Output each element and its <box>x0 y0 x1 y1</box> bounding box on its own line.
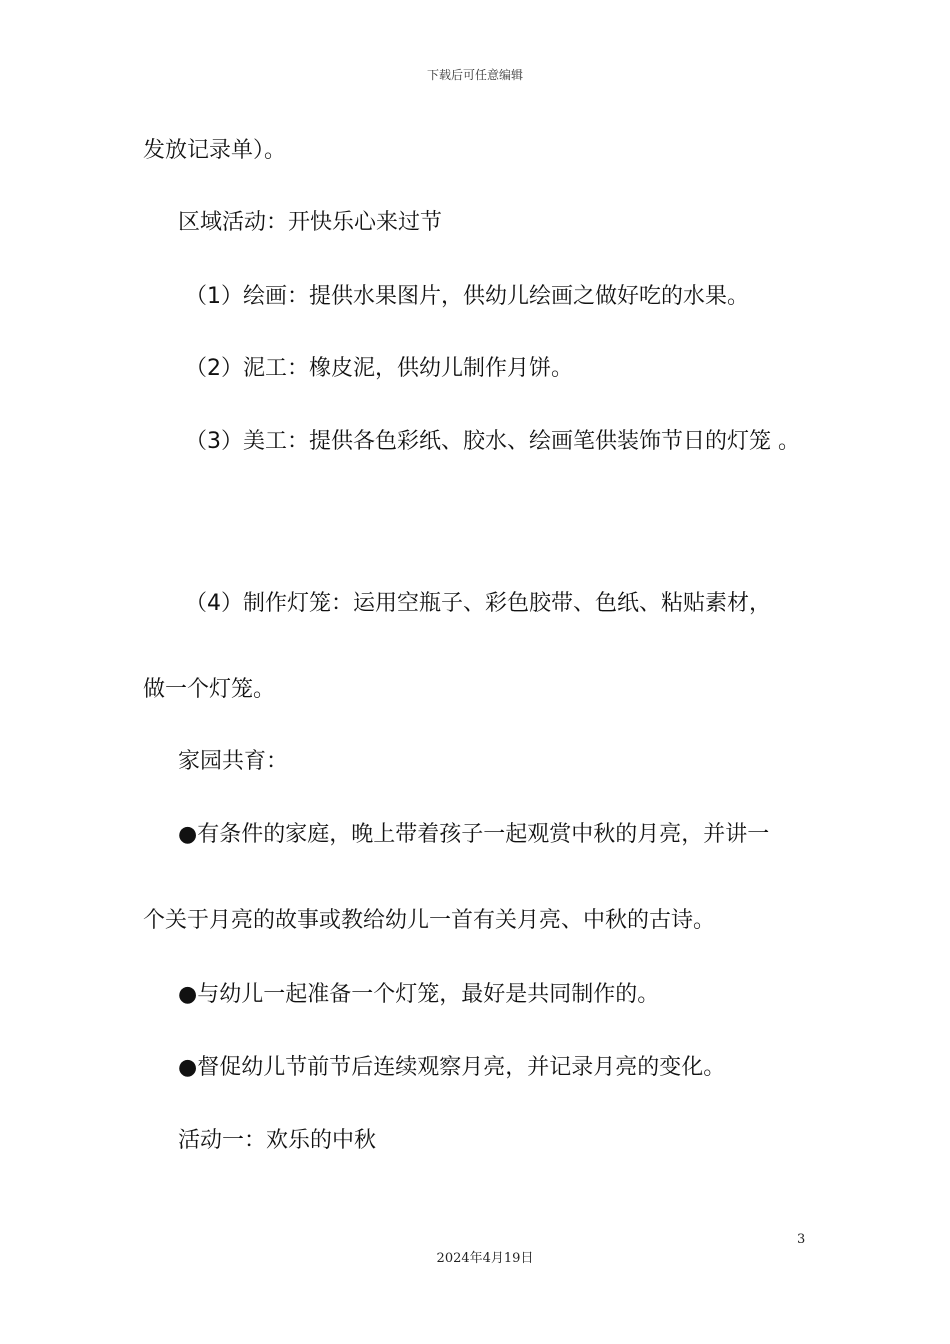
section-heading-area-activities: 区域活动：开快乐心来过节 <box>178 210 443 235</box>
list-item-lantern: （4）制作灯笼：运用空瓶子、彩色胶带、色纸、粘贴素材， <box>185 591 771 616</box>
list-item-clay: （2）泥工：橡皮泥，供幼儿制作月饼。 <box>185 356 573 381</box>
list-item-lantern-continued: 做一个灯笼。 <box>143 677 276 702</box>
bullet-item-moon-viewing-continued: 个关于月亮的故事或教给幼儿一首有关月亮、中秋的古诗。 <box>143 908 716 933</box>
section-heading-home-school: 家园共育： <box>178 749 289 774</box>
list-item-drawing: （1）绘画：提供水果图片，供幼儿绘画之做好吃的水果。 <box>185 284 749 309</box>
section-heading-activity-one: 活动一：欢乐的中秋 <box>178 1128 377 1153</box>
footer-date: 2024年4月19日 <box>436 1251 534 1266</box>
bullet-item-moon-viewing: ●有条件的家庭，晚上带着孩子一起观赏中秋的月亮，并讲一 <box>178 822 770 847</box>
bullet-item-prepare-lantern: ●与幼儿一起准备一个灯笼，最好是共同制作的。 <box>178 982 660 1007</box>
list-item-art: （3）美工：提供各色彩纸、胶水、绘画笔供装饰节日的灯笼 。 <box>185 429 800 454</box>
bullet-item-observe-moon: ●督促幼儿节前节后连续观察月亮，并记录月亮的变化。 <box>178 1055 726 1080</box>
text-line-continuation: 发放记录单）。 <box>143 138 287 163</box>
page-number: 3 <box>797 1232 806 1247</box>
page-header: 下载后可任意编辑 <box>426 68 523 82</box>
